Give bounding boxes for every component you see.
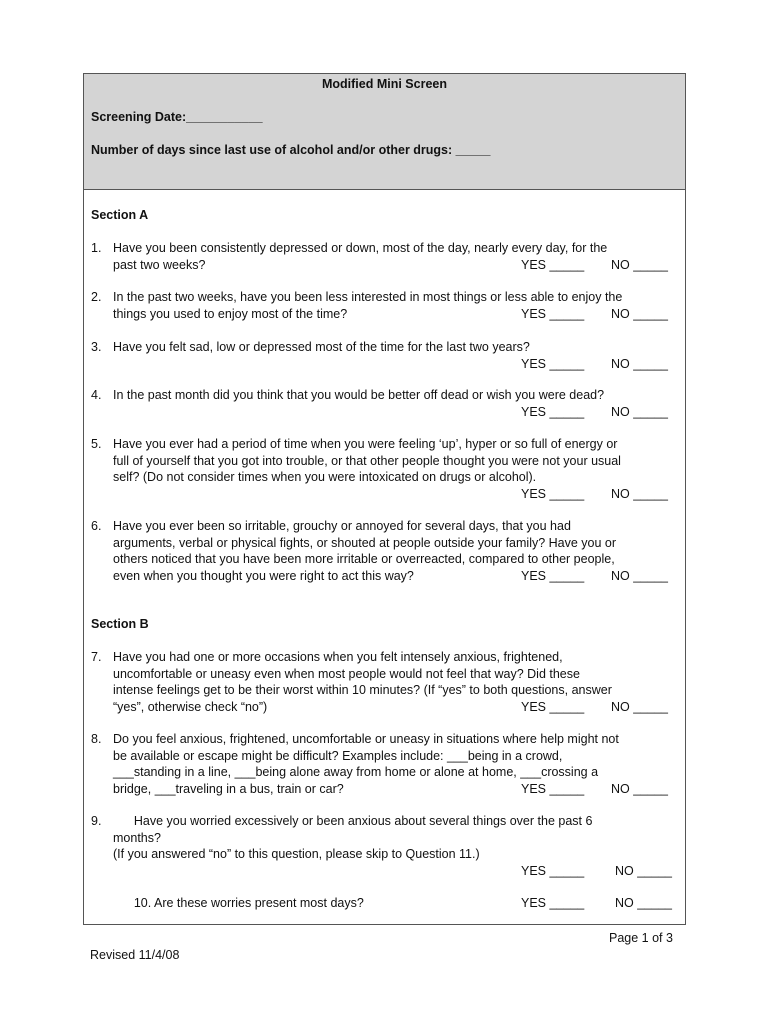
yes-blank[interactable]: YES _____ [521,486,585,501]
no-blank[interactable]: NO _____ [611,306,668,321]
no-blank[interactable]: NO _____ [615,863,672,878]
question-line: Have you had one or more occasions when you felt intensely anxious, frightened, [113,650,563,664]
question-number: 9. [91,814,102,828]
no-blank[interactable]: NO _____ [611,486,668,501]
yes-blank[interactable]: YES _____ [521,896,585,910]
question-line: “yes”, otherwise check “no”) [113,699,268,714]
question-line: arguments, verbal or physical fights, or shouted at people outside your family? Have you or [113,535,617,550]
yes-blank[interactable]: YES _____ [521,781,585,796]
form-header [84,74,685,190]
question-line: In the past month did you think that you would be better off dead or wish you were dead? [113,388,605,402]
no-blank[interactable]: NO _____ [611,781,668,796]
yes-blank[interactable]: YES _____ [521,404,585,419]
question-number: 6. [91,519,102,533]
question-number: 8. [91,732,102,746]
question-line: things you used to enjoy most of the time? [113,306,348,321]
section-a-heading: Section A [91,208,149,222]
revised-date: Revised 11/4/08 [90,948,180,962]
section-b-heading: Section B [91,617,149,631]
screening-date-field: Screening Date:___________ [91,110,263,124]
question-line: months? [113,830,161,845]
no-blank[interactable]: NO _____ [611,257,668,272]
question-line: In the past two weeks, have you been less interested in most things or less able to enjoy the [113,290,623,304]
question-line: ___standing in a line, ___being alone away from home or alone at home, ___crossing a [113,765,599,779]
question-line: Do you feel anxious, frightened, uncomfortable or uneasy in situations where help might not [113,732,619,746]
yes-blank[interactable]: YES _____ [521,568,585,583]
no-blank[interactable]: NO _____ [611,568,668,583]
yes-blank[interactable]: YES _____ [521,257,585,272]
no-blank[interactable]: NO _____ [611,356,668,371]
question-line: Have you felt sad, low or depressed most of the time for the last two years? [113,340,530,354]
days-since-field: Number of days since last use of alcohol and/or other drugs: _____ [91,143,491,157]
no-blank[interactable]: NO _____ [611,404,668,419]
question-number: 3. [91,340,102,354]
question-line: Have you been consistently depressed or down, most of the day, nearly every day, for the [113,241,608,255]
yes-blank[interactable]: YES _____ [521,306,585,321]
question-line: uncomfortable or uneasy even when most people would not feel that way? Did these [113,666,580,681]
question-line: self? (Do not consider times when you were intoxicated on drugs or alcohol). [113,470,537,484]
question-line: bridge, ___traveling in a bus, train or car? [113,781,344,796]
question-line: others noticed that you have been more irritable or overreacted, compared to other people, [113,552,615,566]
question-number: 7. [91,650,102,664]
question-line: be available or escape might be difficult? Examples include: ___being in a crowd, [113,748,563,763]
question-line: (If you answered “no” to this question, please skip to Question 11.) [113,847,480,861]
question-line: past two weeks? [113,257,206,272]
page-number: Page 1 of 3 [609,931,673,945]
no-blank[interactable]: NO _____ [611,699,668,714]
question-line: full of yourself that you got into trouble, or that other people thought you were not your usual [113,453,621,468]
question-line: 10. Are these worries present most days? [113,896,364,910]
question-number: 1. [91,241,102,255]
form-frame [83,73,686,925]
question-line: even when you thought you were right to act this way? [113,568,414,583]
question-line: Have you worried excessively or been anxious about several things over the past 6 [113,814,593,828]
yes-blank[interactable]: YES _____ [521,356,585,371]
yes-blank[interactable]: YES _____ [521,863,585,878]
no-blank[interactable]: NO _____ [615,896,672,910]
question-line: intense feelings get to be their worst within 10 minutes? (If “yes” to both questions, answer [113,683,612,697]
question-number: 5. [91,437,102,451]
form-title: Modified Mini Screen [321,77,447,91]
question-number: 2. [91,290,102,304]
question-number: 4. [91,388,102,402]
yes-blank[interactable]: YES _____ [521,699,585,714]
question-line: Have you ever had a period of time when you were feeling ‘up’, hyper or so full of energy or [113,437,618,451]
question-line: Have you ever been so irritable, grouchy or annoyed for several days, that you had [113,519,571,533]
